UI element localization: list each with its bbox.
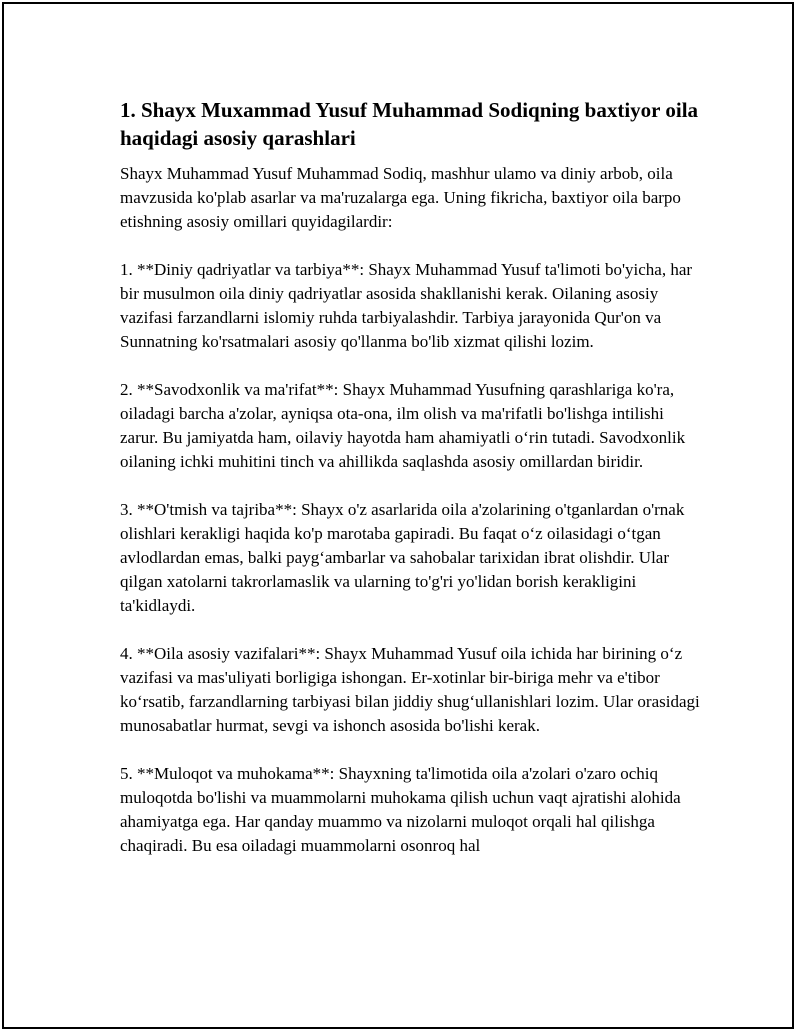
- paragraph-communication: 5. **Muloqot va muhokama**: Shayxning ta'limotida oila a'zolari o'zaro ochiq muloqotda bo'lishi va muammolarni muhokama qilish uchun vaqt ajratishi alohida ahamiyatga ega. Har qanday muammo va nizolarni muloqot orqali hal qilishga chaqiradi. Bu esa oiladagi muammolarni osonroq hal: [120, 764, 681, 855]
- paragraph-religious-values: 1. **Diniy qadriyatlar va tarbiya**: Shayx Muhammad Yusuf ta'limoti bo'yicha, har bir musulmon oila diniy qadriyatlar asosida shakllanishi kerak. Oilaning asosiy vazifasi farzandlarni islomiy ruhda tarbiyalashdir. Tarbiya jarayonida Qur'on va Sunnatning ko'rsatmalari asosiy qo'llanma bo'lib xizmat qilishi lozim.: [120, 260, 693, 351]
- document-content: [120, 96, 700, 858]
- paragraph-literacy: 2. **Savodxonlik va ma'rifat**: Shayx Muhammad Yusufning qarashlariga ko'ra, oiladagi barcha a'zolar, ayniqsa ota-ona, ilm olish va ma'rifatli bo'lishga intilishi zarur. Bu jamiyatda ham, oilaviy hayotda ham ahamiyatli o‘rin tutadi. Savodxonlik oilaning ichki muhitini tinch va ahillikda saqlashda asosiy omillardan biridir.: [120, 380, 686, 471]
- paragraph-past-experience: 3. **O'tmish va tajriba**: Shayx o'z asarlarida oila a'zolarining o'tganlardan o'rnak olishlari kerakligi haqida ko'p marotaba gapiradi. Bu faqat o‘z oilasidagi o‘tgan avlodlardan emas, balki payg‘ambarlar va sahobalar tarixidan ibrat olishdir. Ular qilgan xatolarni takrorlamaslik va ularning to'g'ri yo'lidan borish kerakligini ta'kidlaydi.: [120, 500, 685, 615]
- document-page: [2, 2, 794, 1029]
- intro-paragraph: Shayx Muhammad Yusuf Muhammad Sodiq, mashhur ulamo va diniy arbob, oila mavzusida ko'plab asarlar va ma'ruzalarga ega. Uning fikricha, baxtiyor oila barpo etishning asosiy omillari quyidagilardir:: [120, 164, 681, 231]
- paragraph-family-duties: 4. **Oila asosiy vazifalari**: Shayx Muhammad Yusuf oila ichida har birining o‘z vazifasi va mas'uliyati borligiga ishongan. Er-xotinlar bir-biriga mehr va e'tibor ko‘rsatib, farzandlarning tarbiyasi bilan jiddiy shug‘ullanishlari lozim. Ular orasidagi munosabatlar hurmat, sevgi va ishonch asosida bo'lishi kerak.: [120, 644, 700, 735]
- section-heading: 1. Shayx Muxammad Yusuf Muhammad Sodiqning baxtiyor oila haqidagi asosiy qarashlari: [120, 98, 699, 150]
